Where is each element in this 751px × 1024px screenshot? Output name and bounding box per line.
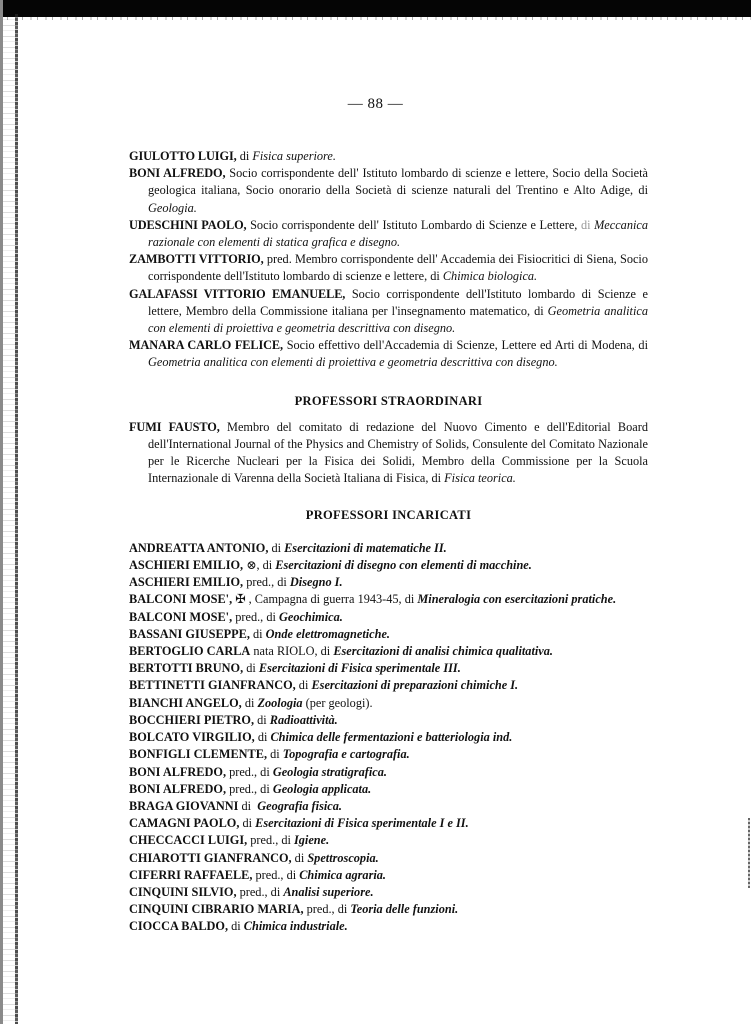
entry-name: CHECCACCI LUIGI, bbox=[129, 833, 248, 848]
list-item bbox=[129, 867, 648, 884]
entry-name: BOCCHIERI PIETRO, bbox=[129, 712, 255, 727]
entry-text: di bbox=[267, 747, 283, 762]
entry-subject: Geografia fisica. bbox=[257, 798, 342, 813]
entry-name: ASCHIERI EMILIO, bbox=[129, 558, 244, 573]
entry-subject: Analisi superiore. bbox=[283, 884, 374, 899]
list-item bbox=[129, 626, 648, 643]
entry-suffix: (per geologi). bbox=[302, 695, 373, 710]
list-item bbox=[129, 781, 648, 798]
entry bbox=[129, 148, 648, 165]
entry-name: ASCHIERI EMILIO, bbox=[129, 575, 244, 590]
entry-name: BONI ALFREDO, bbox=[129, 781, 227, 796]
list-item bbox=[129, 660, 648, 677]
entry-subject: Meccanica razionale con elementi di statica grafica e disegno. bbox=[148, 217, 648, 250]
entry-subject: Fisica superiore. bbox=[252, 149, 336, 163]
entry-text: di bbox=[268, 540, 285, 555]
list-item bbox=[129, 643, 648, 660]
entry-subject: Esercitazioni di disegno con elementi di macchine. bbox=[275, 558, 532, 573]
entry-subject: Radioattività. bbox=[269, 712, 338, 727]
entry-subject: Topografia e cartografia. bbox=[282, 747, 410, 762]
entry-subject: Geometria analitica con elementi di proiettiva e geometria descrittiva con disegno. bbox=[148, 355, 558, 370]
ordinari-list bbox=[129, 148, 648, 372]
entry-text: di bbox=[236, 149, 253, 163]
entry-text: di bbox=[254, 712, 270, 727]
entry-name: CAMAGNI PAOLO, bbox=[129, 816, 240, 831]
entry-text: di bbox=[243, 661, 259, 676]
entry-text: di bbox=[239, 816, 256, 831]
entry-text: Socio corrispondente dell' Istituto lombardo di scienze e lettere, Socio della Società geologica italiana, Socio onorario della Società di scienze naturali del Trentino e Alto Adige, di bbox=[148, 166, 648, 198]
entry-subject: Geochimica. bbox=[278, 609, 343, 624]
entry-text: pred., di bbox=[247, 833, 294, 848]
scan-binding-line bbox=[15, 14, 18, 1024]
entry-text: pred., di bbox=[226, 781, 273, 796]
entry-name: BERTOTTI BRUNO, bbox=[129, 661, 244, 676]
straordinari-list bbox=[129, 419, 648, 488]
entry-subject: Zoologia bbox=[257, 695, 303, 710]
entry-name: CIOCCA BALDO, bbox=[129, 919, 229, 934]
entry-subject: Esercitazioni di matematiche II. bbox=[284, 540, 447, 555]
entry-name: BETTINETTI GIANFRANCO, bbox=[129, 678, 296, 693]
page-number: — 88 — bbox=[347, 96, 404, 112]
entry bbox=[129, 286, 648, 338]
entry-name: UDESCHINI PAOLO, bbox=[129, 217, 247, 232]
entry-name: FUMI FAUSTO, bbox=[129, 419, 220, 434]
entry-text: Socio effettivo dell'Accademia di Scienze, Lettere ed Arti di Modena, di bbox=[283, 338, 648, 353]
list-item bbox=[129, 695, 648, 712]
entry-name: CINQUINI CIBRARIO MARIA, bbox=[129, 902, 304, 917]
list-item bbox=[129, 746, 648, 763]
entry-subject: Esercitazioni di Fisica sperimentale III. bbox=[258, 661, 461, 676]
entry-subject: Spettroscopia. bbox=[307, 850, 379, 865]
list-item bbox=[129, 729, 648, 746]
entry-subject: Geologia. bbox=[148, 200, 197, 215]
entry-subject: Fisica teorica. bbox=[444, 471, 516, 486]
entry-name: CIFERRI RAFFAELE, bbox=[129, 867, 253, 882]
entry-text: di bbox=[238, 798, 258, 813]
scan-right-mark bbox=[748, 818, 750, 888]
entry-text: di bbox=[228, 919, 244, 934]
section-title-straordinari: PROFESSORI STRAORDINARI bbox=[294, 393, 483, 408]
entry-subject: Disegno I. bbox=[289, 575, 343, 590]
list-item bbox=[129, 712, 648, 729]
entry-subject: Teoria delle funzioni. bbox=[350, 902, 459, 917]
entry-name: BALCONI MOSE', bbox=[129, 609, 233, 624]
entry-subject: Mineralogia con esercitazioni pratiche. bbox=[417, 592, 617, 607]
entry-subject: Esercitazioni di preparazioni chimiche I. bbox=[311, 678, 519, 693]
list-item bbox=[129, 574, 648, 591]
entry-text: pred., di bbox=[226, 764, 273, 779]
entry-subject: Chimica delle fermentazioni e batteriologia ind. bbox=[270, 730, 513, 745]
entry-text: ⊗, di bbox=[243, 558, 276, 573]
entry-name: BRAGA GIOVANNI bbox=[129, 798, 239, 813]
list-item bbox=[129, 918, 648, 935]
entry-subject: Igiene. bbox=[294, 833, 330, 848]
list-item bbox=[129, 850, 648, 867]
section-title-incaricati: PROFESSORI INCARICATI bbox=[305, 507, 472, 522]
entry-name: BASSANI GIUSEPPE, bbox=[129, 626, 250, 641]
incaricati-list bbox=[129, 540, 648, 936]
entry-subject: Esercitazioni di Fisica sperimentale I e II. bbox=[255, 816, 469, 831]
entry-name: BOLCATO VIRGILIO, bbox=[129, 730, 255, 745]
list-item bbox=[129, 798, 648, 815]
entry-subject: Esercitazioni di analisi chimica qualitativa. bbox=[333, 644, 553, 659]
list-item bbox=[129, 815, 648, 832]
entry bbox=[129, 165, 648, 217]
list-item bbox=[129, 764, 648, 781]
entry-name: BONI ALFREDO, bbox=[129, 764, 227, 779]
list-item bbox=[129, 557, 648, 574]
entry-name: ANDREATTA ANTONIO, bbox=[129, 540, 269, 555]
entry-name: CINQUINI SILVIO, bbox=[129, 884, 237, 899]
entry-text: Socio corrispondente dell' Istituto Lombardo di Scienze e Lettere, bbox=[246, 217, 581, 232]
entry-name: BALCONI MOSE', bbox=[129, 592, 233, 607]
entry-text: pred., di bbox=[236, 884, 284, 899]
entry-faint-text: di bbox=[580, 217, 591, 232]
list-item bbox=[129, 591, 648, 608]
entry-subject: Chimica agraria. bbox=[299, 867, 387, 882]
entry-name: MANARA CARLO FELICE, bbox=[129, 338, 283, 353]
list-item bbox=[129, 677, 648, 694]
list-item bbox=[129, 884, 648, 901]
entry-text: Socio corrispondente dell'Istituto lombardo di Scienze e lettere, Membro della Commissione italiana per l'insegnamento matematico, di bbox=[148, 286, 648, 318]
list-item bbox=[129, 832, 648, 849]
scan-top-border bbox=[0, 0, 751, 17]
entry-subject: Geologia applicata. bbox=[272, 781, 372, 796]
page-content bbox=[129, 148, 648, 936]
entry-text: pred., di bbox=[243, 575, 290, 590]
entry-name: BONI ALFREDO, bbox=[129, 166, 226, 181]
entry-subject: Geometria analitica con elementi di proiettiva e geometria descrittiva con disegno. bbox=[148, 303, 648, 336]
entry-text: di bbox=[295, 678, 312, 693]
list-item bbox=[129, 540, 648, 557]
entry bbox=[129, 337, 648, 371]
entry-name: CHIAROTTI GIANFRANCO, bbox=[129, 850, 292, 865]
entry-subject: Onde elettromagnetiche. bbox=[265, 626, 390, 641]
entry-name: GIULOTTO LUIGI, bbox=[129, 149, 237, 163]
entry bbox=[129, 217, 648, 251]
entry-text: di bbox=[291, 850, 308, 865]
entry-name: BIANCHI ANGELO, bbox=[129, 695, 242, 710]
entry-name: BERTOGLIO CARLA bbox=[129, 644, 251, 659]
entry-subject: Geologia stratigrafica. bbox=[272, 764, 387, 779]
entry-text: nata RIOLO, di bbox=[250, 644, 334, 659]
entry-text: pred., di bbox=[252, 867, 300, 882]
entry-text: pred., di bbox=[232, 609, 279, 624]
list-item bbox=[129, 901, 648, 918]
entry-text: ✠ , Campagna di guerra 1943-45, di bbox=[232, 592, 418, 607]
entry-name: BONFIGLI CLEMENTE, bbox=[129, 747, 268, 762]
entry-text: pred., di bbox=[303, 902, 351, 917]
entry-subject: Chimica biologica. bbox=[442, 269, 538, 284]
entry bbox=[129, 251, 648, 285]
entry-text: pred. Membro corrispondente dell' Accademia dei Fisiocritici di Siena, Socio corrispondente dell'Istituto lombardo di scienze e lettere, di bbox=[148, 252, 648, 284]
entry-text: Membro del comitato di redazione del Nuovo Cimento e dell'Editorial Board dell'International Journal of the Physics and Chemistry of Solids, Consulente del Comitato Nazionale per le Ricerche Nucleari per la Fisica dei Solidi, Membro della Commissione per la Scuola Internazionale di Varenna della Società Italiana di Fisica, di bbox=[148, 419, 648, 486]
entry-subject: Chimica industriale. bbox=[243, 919, 348, 934]
entry-name: GALAFASSI VITTORIO EMANUELE, bbox=[129, 286, 346, 301]
entry-name: ZAMBOTTI VITTORIO, bbox=[129, 252, 264, 267]
list-item bbox=[129, 609, 648, 626]
entry-text: di bbox=[254, 730, 271, 745]
entry-text: di bbox=[249, 626, 266, 641]
entry-text: di bbox=[241, 695, 258, 710]
entry bbox=[129, 419, 648, 488]
